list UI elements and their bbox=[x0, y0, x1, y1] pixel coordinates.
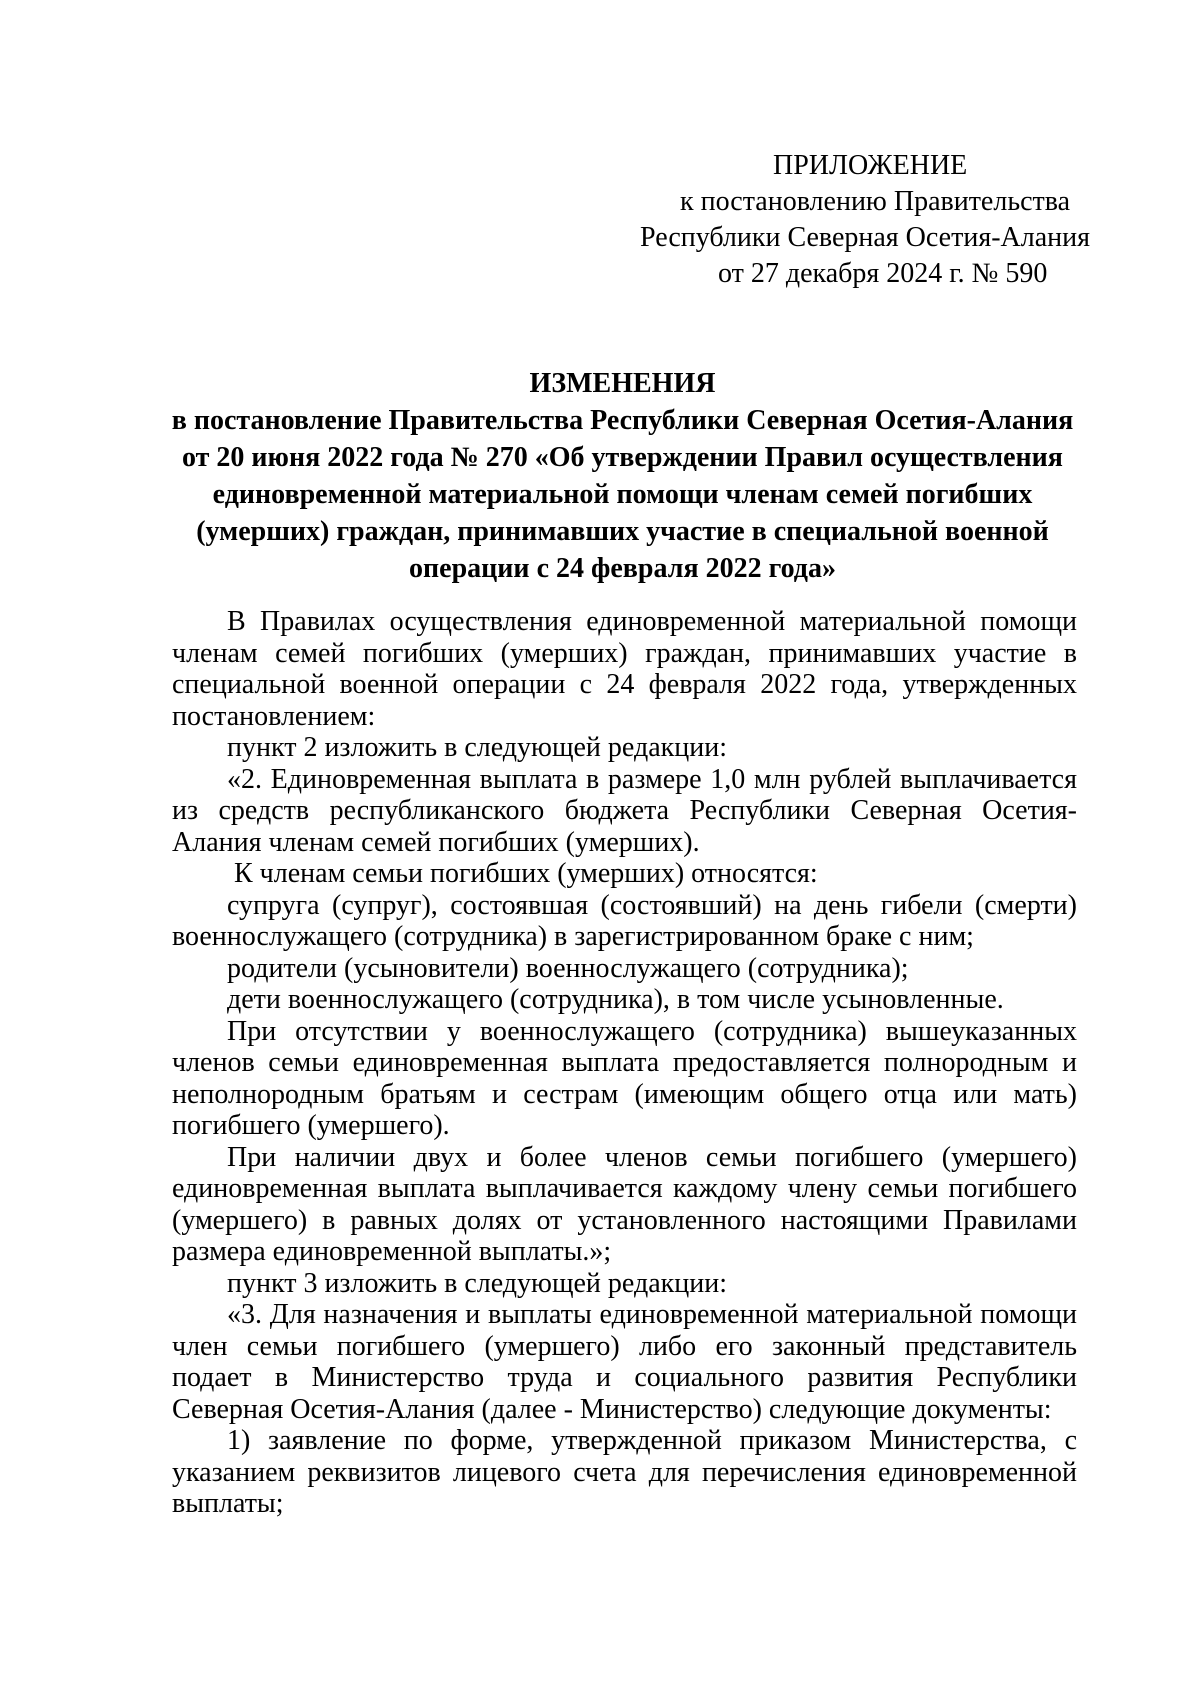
paragraph: пункт 2 изложить в следующей редакции: bbox=[227, 732, 727, 763]
approval-title: ПРИЛОЖЕНИЕ bbox=[773, 150, 968, 181]
paragraph: К членам семьи погибших (умерших) относятся: bbox=[234, 858, 818, 889]
document-title bbox=[170, 365, 1075, 587]
paragraph: «3. Для назначения и выплаты единовременной материальной помощи член семьи погибшего (умершего) либо его законный представитель подает в Министерство труда и социального развития Республики Северная Осетия-Алания (далее - Министерство) следующие документы: bbox=[172, 1299, 1077, 1425]
paragraph: пункт 3 изложить в следующей редакции: bbox=[227, 1267, 727, 1299]
title-line: операции с 24 февраля 2022 года» bbox=[409, 553, 836, 584]
approval-stamp bbox=[600, 148, 1100, 292]
document-body bbox=[172, 606, 1077, 1520]
approval-line: Республики Северная Осетия-Алания bbox=[640, 222, 1090, 253]
paragraph: В Правилах осуществления единовременной материальной помощи членам семей погибших (умерших) граждан, принимавших участие в специальной военной операции с 24 февраля 2022 года, утвержденных постановлением: bbox=[172, 606, 1077, 732]
paragraph: При отсутствии у военнослужащего (сотрудника) вышеуказанных членов семьи единовременная выплата предоставляется полнородным и неполнородным братьям и сестрам (имеющим общего отца или мать) погибшего (умершего). bbox=[172, 1015, 1077, 1141]
paragraph: дети военнослужащего (сотрудника), в том числе усыновленные. bbox=[227, 984, 1004, 1015]
paragraph: При наличии двух и более членов семьи погибшего (умершего) единовременная выплата выплачивается каждому члену семьи погибшего (умершего) в равных долях от установленного настоящими Правилами размера единовременной выплаты.»; bbox=[172, 1141, 1077, 1267]
title-line: (умерших) граждан, принимавших участие в специальной военной bbox=[196, 516, 1049, 547]
approval-date: от 27 декабря 2024 г. № 590 bbox=[718, 258, 1048, 289]
paragraph: 1) заявление по форме, утвержденной приказом Министерства, с указанием реквизитов лицевого счета для перечисления единовременной выплаты; bbox=[172, 1425, 1077, 1519]
approval-line: к постановлению Правительства bbox=[680, 186, 1071, 217]
paragraph: «2. Единовременная выплата в размере 1,0 млн рублей выплачивается из средств республиканского бюджета Республики Северная Осетия-Алания членам семей погибших (умерших). bbox=[172, 763, 1077, 858]
title-line: от 20 июня 2022 года № 270 «Об утверждении Правил осуществления bbox=[182, 442, 1063, 473]
title-heading: ИЗМЕНЕНИЯ bbox=[529, 368, 716, 399]
title-line: единовременной материальной помощи членам семей погибших bbox=[212, 479, 1033, 510]
paragraph: супруга (супруг), состоявшая (состоявший) на день гибели (смерти) военнослужащего (сотрудника) в зарегистрированном браке с ним; bbox=[172, 889, 1077, 952]
paragraph: родители (усыновители) военнослужащего (сотрудника); bbox=[227, 952, 909, 984]
title-line: в постановление Правительства Республики Северная Осетия-Алания bbox=[171, 405, 1074, 436]
